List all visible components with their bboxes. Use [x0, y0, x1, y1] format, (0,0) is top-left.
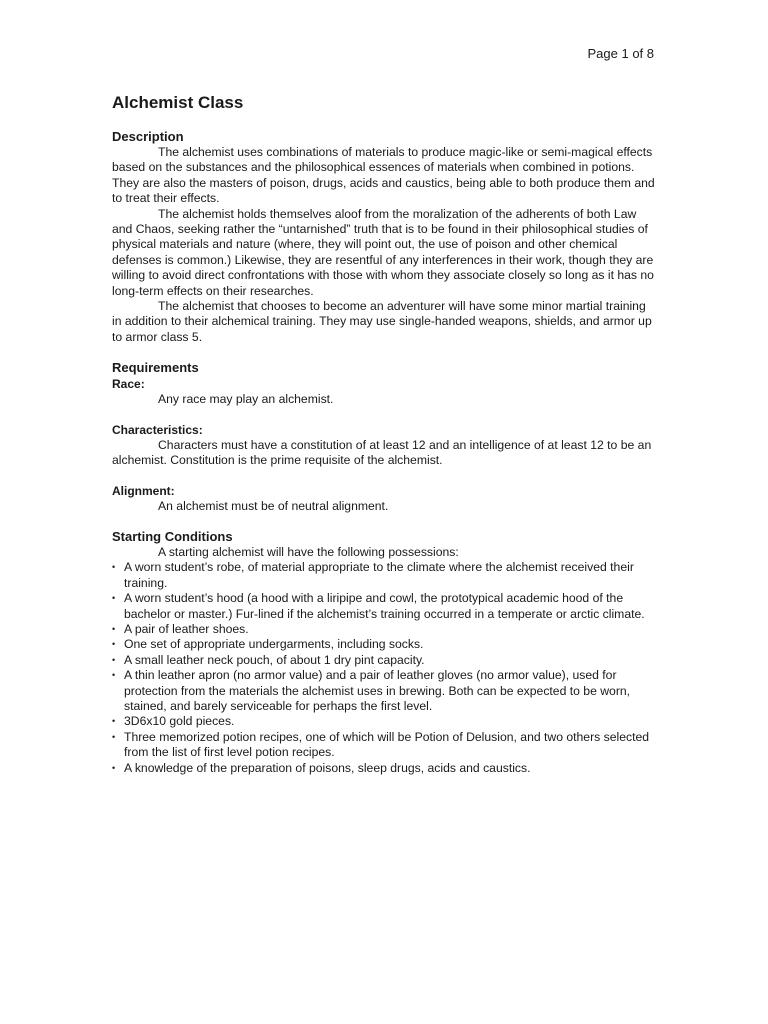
race-label: Race:: [112, 377, 145, 392]
bullet-icon: •: [112, 562, 116, 573]
bullet-icon: •: [112, 654, 116, 665]
bullet-icon: •: [112, 670, 116, 681]
requirements-heading: Requirements: [112, 360, 199, 376]
starting-conditions-heading: Starting Conditions: [112, 528, 233, 544]
list-item-text: One set of appropriate undergarments, including socks.: [124, 637, 424, 652]
list-item-text: A worn student’s robe, of material appropriate to the climate where the alchemist received their training.: [124, 560, 634, 590]
list-item: [112, 668, 656, 714]
bullet-icon: •: [112, 623, 116, 634]
description-paragraph: The alchemist that chooses to become an adventurer will have some minor martial training in addition to their alchemical training. They may use single-handed weapons, shields, and armor up to armor class 5.: [112, 299, 652, 344]
list-item-text: A knowledge of the preparation of poisons, sleep drugs, acids and caustics.: [124, 760, 531, 775]
description-paragraph: The alchemist holds themselves aloof from the moralization of the adherents of both Law and Chaos, seeking rather the “untarnished” truth that is to be found in their philosophical studies of physical materials and nature (where, they will point out, the use of poison and other chemical defenses is common.) Likewise, they are resentful of any interferences in their work, though they are willing to avoid direct confrontations with those with whom they associate closely so long as it has no long-term effects on their researches.: [112, 206, 654, 298]
bullet-icon: •: [112, 716, 116, 727]
characteristics-label: Characteristics:: [112, 422, 203, 437]
characteristics-text: Characters must have a constitution of at least 12 and an intelligence of at least 12 to be an alchemist. Constitution is the prime requisite of the alchemist.: [112, 437, 652, 468]
starting-conditions-intro: A starting alchemist will have the following possessions:: [158, 544, 459, 559]
alignment-label: Alignment:: [112, 483, 175, 498]
requirements-section: [112, 359, 656, 514]
race-text: Any race may play an alchemist.: [158, 392, 334, 407]
description-paragraph: The alchemist uses combinations of materials to produce magic-like or semi-magical effects based on the substances and the philosophical essences of materials when combined in potions. They are also the masters of poison, drugs, acids and caustics, being able to both produce them and to treat their effects.: [112, 145, 655, 206]
bullet-icon: •: [112, 731, 116, 742]
list-item: [112, 591, 656, 622]
document-body: [112, 92, 656, 776]
page-number: Page 1 of 8: [587, 46, 654, 61]
bullet-icon: •: [112, 593, 116, 604]
description-heading: Description: [112, 129, 184, 144]
starting-conditions-section: [112, 528, 656, 776]
alignment-text: An alchemist must be of neutral alignment.: [158, 498, 389, 513]
list-item-text: A worn student’s hood (a hood with a liripipe and cowl, the prototypical academic hood of the bachelor or master.) Fur-lined if the alchemist’s training occurred in a temperate or arctic climate.: [124, 591, 645, 621]
list-item-text: A thin leather apron (no armor value) and a pair of leather gloves (no armor value), used for protection from the materials the alchemist uses in brewing. Both can be expected to be worn, stained, and barely serviceable for perhaps the first level.: [124, 668, 631, 713]
possessions-list: [112, 560, 656, 776]
list-item: [112, 761, 656, 776]
list-item-text: Three memorized potion recipes, one of which will be Potion of Delusion, and two others selected from the list of first level potion recipes.: [124, 729, 650, 760]
document-title: Alchemist Class: [112, 93, 244, 112]
list-item: [112, 730, 656, 761]
bullet-icon: •: [112, 762, 116, 773]
list-item-text: A pair of leather shoes.: [124, 621, 249, 636]
list-item: [112, 637, 656, 652]
list-item: [112, 653, 656, 668]
list-item: [112, 622, 656, 637]
description-section: [112, 128, 656, 345]
list-item-text: 3D6x10 gold pieces.: [124, 714, 235, 729]
list-item: [112, 714, 656, 729]
bullet-icon: •: [112, 639, 116, 650]
list-item: [112, 560, 656, 591]
list-item-text: A small leather neck pouch, of about 1 dry pint capacity.: [124, 652, 425, 667]
